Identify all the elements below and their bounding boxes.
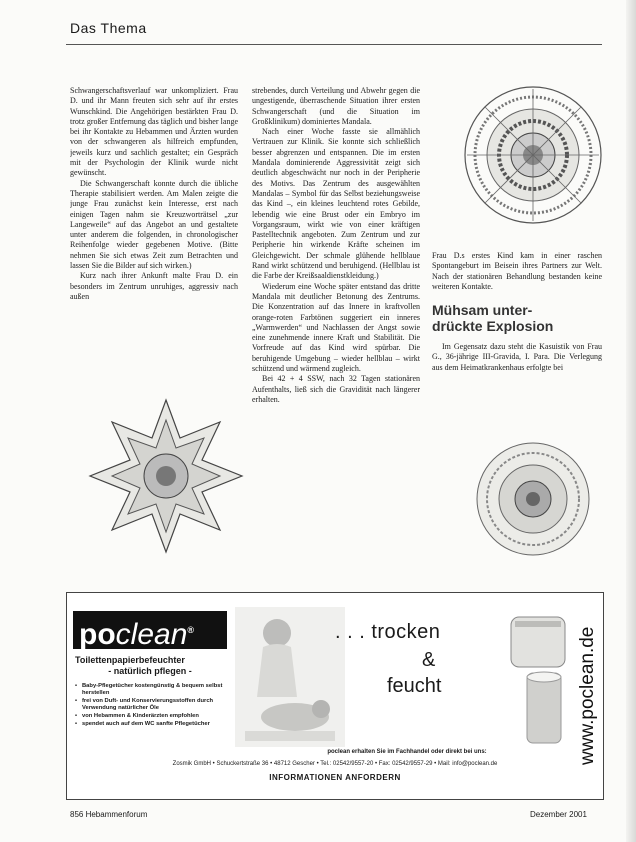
advertisement[interactable] xyxy=(66,592,604,800)
ad-product-name: Toilettenpapierbefeuchter xyxy=(75,655,185,665)
article-paragraph: Nach einer Woche fasste sie allmählich Vertrauen zur Klinik. Sie konnte sich schließlich besser abgrenzen und entspannen. Die im ersten Mandala dominierende Aggressivität zeigt sich deutlich abgeschwächt nur noch in der Peripherie des Motivs. Das Zentrum des ausgewählten Mandalas – Symbol für das Selbst beziehungsweise das Kind –, ein kleines leuchtend rotes Gebilde, lebendig wie eine Brust oder ein Embryo im Vorgangsraum, wirkt wie von einer kräftigen Pastelltechnik angeboten. Zum Zentrum und zur Peripherie hin wirkende Kräfte scheinen im Gleichgewicht. Der schmale glühende hellblaue Rand wirkt schützend und beruhigend. (Hellblau ist die Farbe der Kreißsaaldienstkleidung.) xyxy=(252,127,420,281)
ad-feature-list xyxy=(75,683,233,729)
list-item: • Baby-Pflegetücher kostengünstig & bequem selbst herstellen xyxy=(75,683,233,697)
dispenser-image xyxy=(507,609,569,749)
poclean-logo xyxy=(73,611,227,649)
article-column-3 xyxy=(432,251,602,373)
subheading-line: drückte Explosion xyxy=(432,318,554,335)
header-rule xyxy=(66,44,602,45)
ad-url[interactable] xyxy=(575,601,599,767)
scan-edge-shadow xyxy=(626,0,636,842)
ad-address: Zosmik GmbH • Schuckertstraße 36 • 48712 Gescher • Tel.: 02542/9557-20 • Fax: 02542/9557-29 • Mail: info@poclean.de xyxy=(172,761,498,767)
list-item: • von Hebammen & Kinderärzten empfohlen xyxy=(75,713,233,720)
page-footer-left: 856 Hebammenforum xyxy=(70,810,148,819)
mother-baby-photo xyxy=(235,607,345,747)
ad-slogan-line: . . . trocken xyxy=(335,621,441,643)
article-column-2 xyxy=(252,86,420,556)
list-item: • frei von Duft- und Konservierungsstoffen durch Verwendung natürlicher Öle xyxy=(75,698,233,712)
ad-slogan-line: feucht xyxy=(387,675,442,697)
mandala-image-2 xyxy=(88,398,244,554)
ad-cta[interactable]: INFORMATIONEN ANFORDERN xyxy=(269,773,401,782)
subheading-line: Mühsam unter- xyxy=(432,302,533,319)
article-paragraph: Die Schwangerschaft konnte durch die übliche Therapie stabilisiert werden. Am Malen zeigte die junge Frau zunächst kein Interesse, erst nach einigen Tagen nahm sie Kreuzworträtsel „zur Langeweile“ auf das Angebot an und gestaltete unter anderem die folgenden, in chronologischer Reihenfolge wieder gegebenen Motive. (Bitte nehmen Sie sich etwas Zeit zum Betrachten und lassen Sie die Bilder auf sich wirken.) xyxy=(70,178,238,271)
mandala-image-1 xyxy=(462,84,604,226)
ad-slogan-line: & xyxy=(422,649,436,671)
page-footer-right: Dezember 2001 xyxy=(530,810,587,819)
article-paragraph: Kurz nach ihrer Ankunft malte Frau D. ein besonders im Zentrum unruhiges, aggressiv nach außen xyxy=(70,271,238,301)
article-paragraph: Im Gegensatz dazu steht die Kasuistik von Frau G., 36-jährige III-Gravida, I. Para. Die Verlegung aus dem Heimatkrankenhaus erfolgte bei xyxy=(432,342,602,372)
list-item: • spendet auch auf dem WC sanfte Pflegetücher xyxy=(75,721,233,728)
article-paragraph: Bei 42 + 4 SSW, nach 32 Tagen stationären Aufenthalts, ließ sich die Gravidität nach längerer erhalten. xyxy=(252,374,420,404)
article-paragraph: Wiederum eine Woche später entstand das dritte Mandala mit deutlicher Betonung des Zentrums. Die Konzentration auf das Innere in kraftvollen orange-roten Farbtönen suggeriert ein inneres „Warmwerden“ und Nachlassen der Angst sowie eine zunehmende innere Kraft und Stabilität. Die Vorfreude auf das Kind wird spürbar. Die beruhigende Umgebung – wieder hellblau – wirkt schützend und wärmend zugleich. xyxy=(252,281,420,374)
article-column-1 xyxy=(70,86,238,390)
article-paragraph: Schwangerschaftsverlauf war unkompliziert. Frau D. und ihr Mann freuten sich sehr auf ihr erstes Wunschkind. Die Angehörigen bestärkten Frau D. trotz großer Entfernung das täglich und bisher lange bei ihr Kontakte zu Hebammen und Ärzten wurden von der schwangeren als hilfreich empfunden, jeweils kurz und sachlich gestaltet; ein Gespräch mit der Psychologin der Klinik wurde nicht gewünscht. xyxy=(70,86,238,178)
ad-availability: poclean erhalten Sie im Fachhandel oder direkt bei uns: xyxy=(327,749,487,755)
logo-clean: clean xyxy=(115,618,188,651)
section-title: Das Thema xyxy=(70,20,147,36)
section-subheading xyxy=(432,302,602,334)
ad-url-text[interactable]: www.poclean.de xyxy=(577,626,598,765)
article-paragraph: Frau D.s erstes Kind kam in einer raschen Spontangeburt im Beisein ihres Partners zur Welt. Nach der stationären Behandlung bestanden keine weiteren Kontakte. xyxy=(432,251,602,291)
article-paragraph: strebendes, durch Verteilung und Abwehr gegen die ungestigende, überraschende Situation ihrer ersten Schwangerschaft (und die Situation im Großklinikum) dominiertes Mandala. xyxy=(252,86,420,126)
mandala-image-3 xyxy=(474,440,592,558)
ad-tagline: - natürlich pflegen - xyxy=(108,666,192,676)
registered-mark: ® xyxy=(187,625,195,635)
logo-po: po xyxy=(79,618,116,651)
